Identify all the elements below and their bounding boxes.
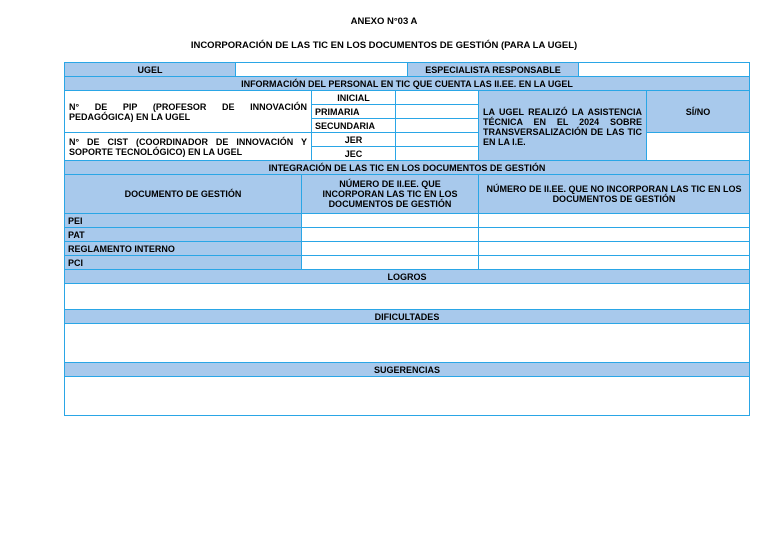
- suggestions-header: SUGERENCIAS: [64, 362, 750, 377]
- difficulties-input[interactable]: [64, 323, 750, 363]
- ugel-label: UGEL: [64, 62, 236, 77]
- yes-no-label: SÍ/NO: [646, 90, 750, 133]
- specialist-input[interactable]: [578, 62, 750, 77]
- integration-section-header: INTEGRACIÓN DE LAS TIC EN LOS DOCUMENTOS DE GESTIÓN: [64, 160, 750, 175]
- doc-row-reglamento: REGLAMENTO INTERNO: [64, 241, 302, 256]
- cist-label: N° DE CIST (COORDINADOR DE INNOVACIÓN Y SOPORTE TECNOLÓGICO) EN LA UGEL: [64, 132, 312, 161]
- level-inicial: INICIAL: [311, 90, 396, 105]
- level-primaria: PRIMARIA: [311, 104, 396, 119]
- not-incorporate-column-header: NÚMERO DE II.EE. QUE NO INCORPORAN LAS TIC EN LOS DOCUMENTOS DE GESTIÓN: [478, 174, 750, 214]
- inicial-input[interactable]: [395, 90, 479, 105]
- reglamento-not-incorporate-input[interactable]: [478, 241, 750, 256]
- doc-row-pei: PEI: [64, 213, 302, 228]
- personnel-section-header: INFORMACIÓN DEL PERSONAL EN TIC QUE CUENTA LAS II.EE. EN LA UGEL: [64, 76, 750, 91]
- pei-incorporate-input[interactable]: [301, 213, 479, 228]
- achievements-input[interactable]: [64, 283, 750, 310]
- pat-incorporate-input[interactable]: [301, 227, 479, 242]
- pei-not-incorporate-input[interactable]: [478, 213, 750, 228]
- pip-label: N° DE PIP (PROFESOR DE INNOVACIÓN PEDAGÓGICA) EN LA UGEL: [64, 90, 312, 133]
- specialist-label: ESPECIALISTA RESPONSABLE: [407, 62, 579, 77]
- reglamento-incorporate-input[interactable]: [301, 241, 479, 256]
- difficulties-header: DIFICULTADES: [64, 309, 750, 324]
- jer-input[interactable]: [395, 132, 479, 147]
- suggestions-input[interactable]: [64, 376, 750, 416]
- achievements-header: LOGROS: [64, 269, 750, 284]
- ugel-input[interactable]: [235, 62, 408, 77]
- yes-no-input[interactable]: [646, 132, 750, 161]
- pci-not-incorporate-input[interactable]: [478, 255, 750, 270]
- pci-incorporate-input[interactable]: [301, 255, 479, 270]
- annex-number: ANEXO N°03 A: [350, 16, 418, 27]
- jec-input[interactable]: [395, 146, 479, 161]
- document-title: INCORPORACIÓN DE LAS TIC EN LOS DOCUMENTOS DE GESTIÓN (PARA LA UGEL): [190, 40, 578, 51]
- level-secundaria: SECUNDARIA: [311, 118, 396, 133]
- doc-column-header: DOCUMENTO DE GESTIÓN: [64, 174, 302, 214]
- assistance-question: LA UGEL REALIZÓ LA ASISTENCIA TÉCNICA EN EL 2024 SOBRE TRANSVERSALIZACIÓN DE LAS TIC EN LA I.E.: [478, 90, 647, 161]
- doc-row-pci: PCI: [64, 255, 302, 270]
- level-jec: JEC: [311, 146, 396, 161]
- incorporate-column-header: NÚMERO DE II.EE. QUE INCORPORAN LAS TIC EN LOS DOCUMENTOS DE GESTIÓN: [301, 174, 479, 214]
- pat-not-incorporate-input[interactable]: [478, 227, 750, 242]
- primaria-input[interactable]: [395, 104, 479, 119]
- level-jer: JER: [311, 132, 396, 147]
- doc-row-pat: PAT: [64, 227, 302, 242]
- secundaria-input[interactable]: [395, 118, 479, 133]
